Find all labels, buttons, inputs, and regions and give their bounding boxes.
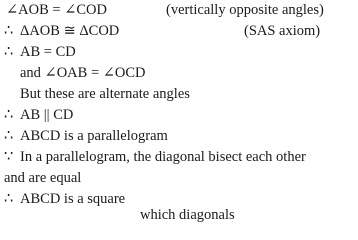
proof-line-4 — [20, 65, 146, 81]
statement: AB || CD — [20, 107, 74, 123]
reason: (vertically opposite angles) — [166, 2, 324, 18]
therefore-symbol: ∴ — [4, 23, 14, 39]
clipped-line-fragment — [140, 207, 350, 226]
statement: In a parallelogram, the diagonal bisect each other — [20, 149, 306, 165]
proof-line-3 — [4, 44, 76, 60]
reason: (SAS axiom) — [244, 23, 321, 39]
therefore-symbol: ∴ — [4, 191, 14, 207]
statement: and ∠OAB = ∠OCD — [20, 65, 146, 81]
proof-line-6 — [4, 107, 73, 123]
statement: ΔAOB ≅ ΔCOD — [20, 23, 120, 39]
statement: ABCD is a parallelogram — [20, 128, 168, 144]
statement: and are equal — [4, 170, 82, 186]
proof-line-2 — [4, 23, 119, 39]
reason-line-2 — [244, 23, 320, 39]
proof-line-9 — [4, 170, 81, 186]
therefore-symbol: ∴ — [4, 128, 14, 144]
reason-line-1 — [166, 2, 324, 18]
statement: ∠AOB = ∠COD — [6, 2, 107, 18]
because-symbol: ∵ — [4, 149, 14, 165]
statement: But these are alternate angles — [20, 86, 190, 102]
therefore-symbol: ∴ — [4, 44, 14, 60]
proof-line-8 — [4, 149, 306, 165]
statement: ABCD is a square — [20, 191, 126, 207]
proof-line-1 — [6, 2, 107, 18]
clipped-text: which diagonals — [140, 207, 235, 223]
statement: AB = CD — [20, 44, 76, 60]
proof-line-10 — [4, 191, 125, 207]
proof-line-5 — [20, 86, 190, 102]
therefore-symbol: ∴ — [4, 107, 14, 123]
proof-line-7 — [4, 128, 168, 144]
